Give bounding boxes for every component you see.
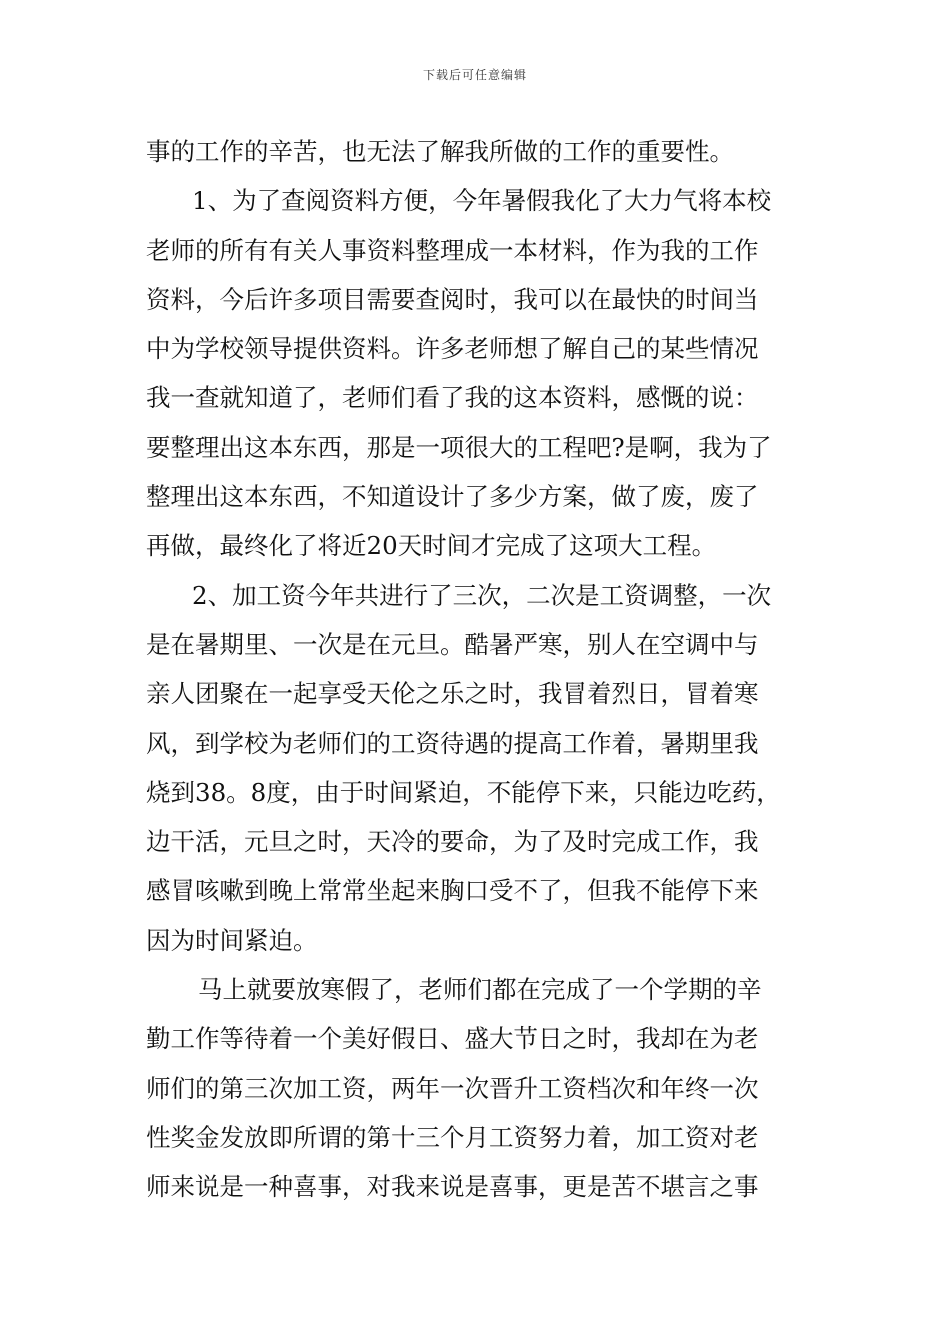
text-line: 中为学校领导提供资料。许多老师想了解自己的某些情况	[146, 334, 759, 364]
text-line: 整理出这本东西，不知道设计了多少方案，做了废，废了	[146, 482, 759, 512]
text-line: 2、加工资今年共进行了三次，二次是工资调整，一次	[192, 580, 772, 610]
text-line: 感冒咳嗽到晚上常常坐起来胸口受不了，但我不能停下来	[146, 876, 759, 906]
text-line: 性奖金发放即所谓的第十三个月工资努力着，加工资对老	[146, 1122, 759, 1152]
text-line: 师来说是一种喜事，对我来说是喜事，更是苦不堪言之事	[146, 1172, 759, 1202]
text-line: 要整理出这本东西，那是一项很大的工程吧?是啊，我为了	[146, 432, 772, 462]
text-line: 是在暑期里、一次是在元旦。酷暑严寒，别人在空调中与	[146, 629, 759, 659]
text-line: 老师的所有有关人事资料整理成一本材料，作为我的工作	[146, 235, 759, 265]
text-line: 马上就要放寒假了，老师们都在完成了一个学期的辛	[198, 975, 762, 1005]
text-line: 因为时间紧迫。	[146, 925, 318, 955]
document-body	[146, 127, 816, 1212]
text-line: 勤工作等待着一个美好假日、盛大节日之时，我却在为老	[146, 1024, 759, 1054]
text-line: 1、为了查阅资料方便，今年暑假我化了大力气将本校	[192, 186, 772, 216]
text-line: 亲人团聚在一起享受天伦之乐之时，我冒着烈日，冒着寒	[146, 679, 759, 709]
text-line: 烧到38。8度，由于时间紧迫，不能停下来，只能边吃药，	[146, 777, 781, 807]
text-line: 资料，今后许多项目需要查阅时，我可以在最快的时间当	[146, 284, 759, 314]
text-line: 师们的第三次加工资，两年一次晋升工资档次和年终一次	[146, 1073, 759, 1103]
text-line: 风，到学校为老师们的工资待遇的提高工作着，暑期里我	[146, 728, 759, 758]
text-line: 事的工作的辛苦，也无法了解我所做的工作的重要性。	[146, 137, 734, 166]
text-line: 再做，最终化了将近20天时间才完成了这项大工程。	[146, 531, 717, 561]
text-line: 我一查就知道了，老师们看了我的这本资料，感慨的说：	[146, 383, 759, 413]
page-header: 下载后可任意编辑	[422, 68, 527, 82]
text-line: 边干活，元旦之时，天冷的要命，为了及时完成工作，我	[146, 827, 759, 857]
